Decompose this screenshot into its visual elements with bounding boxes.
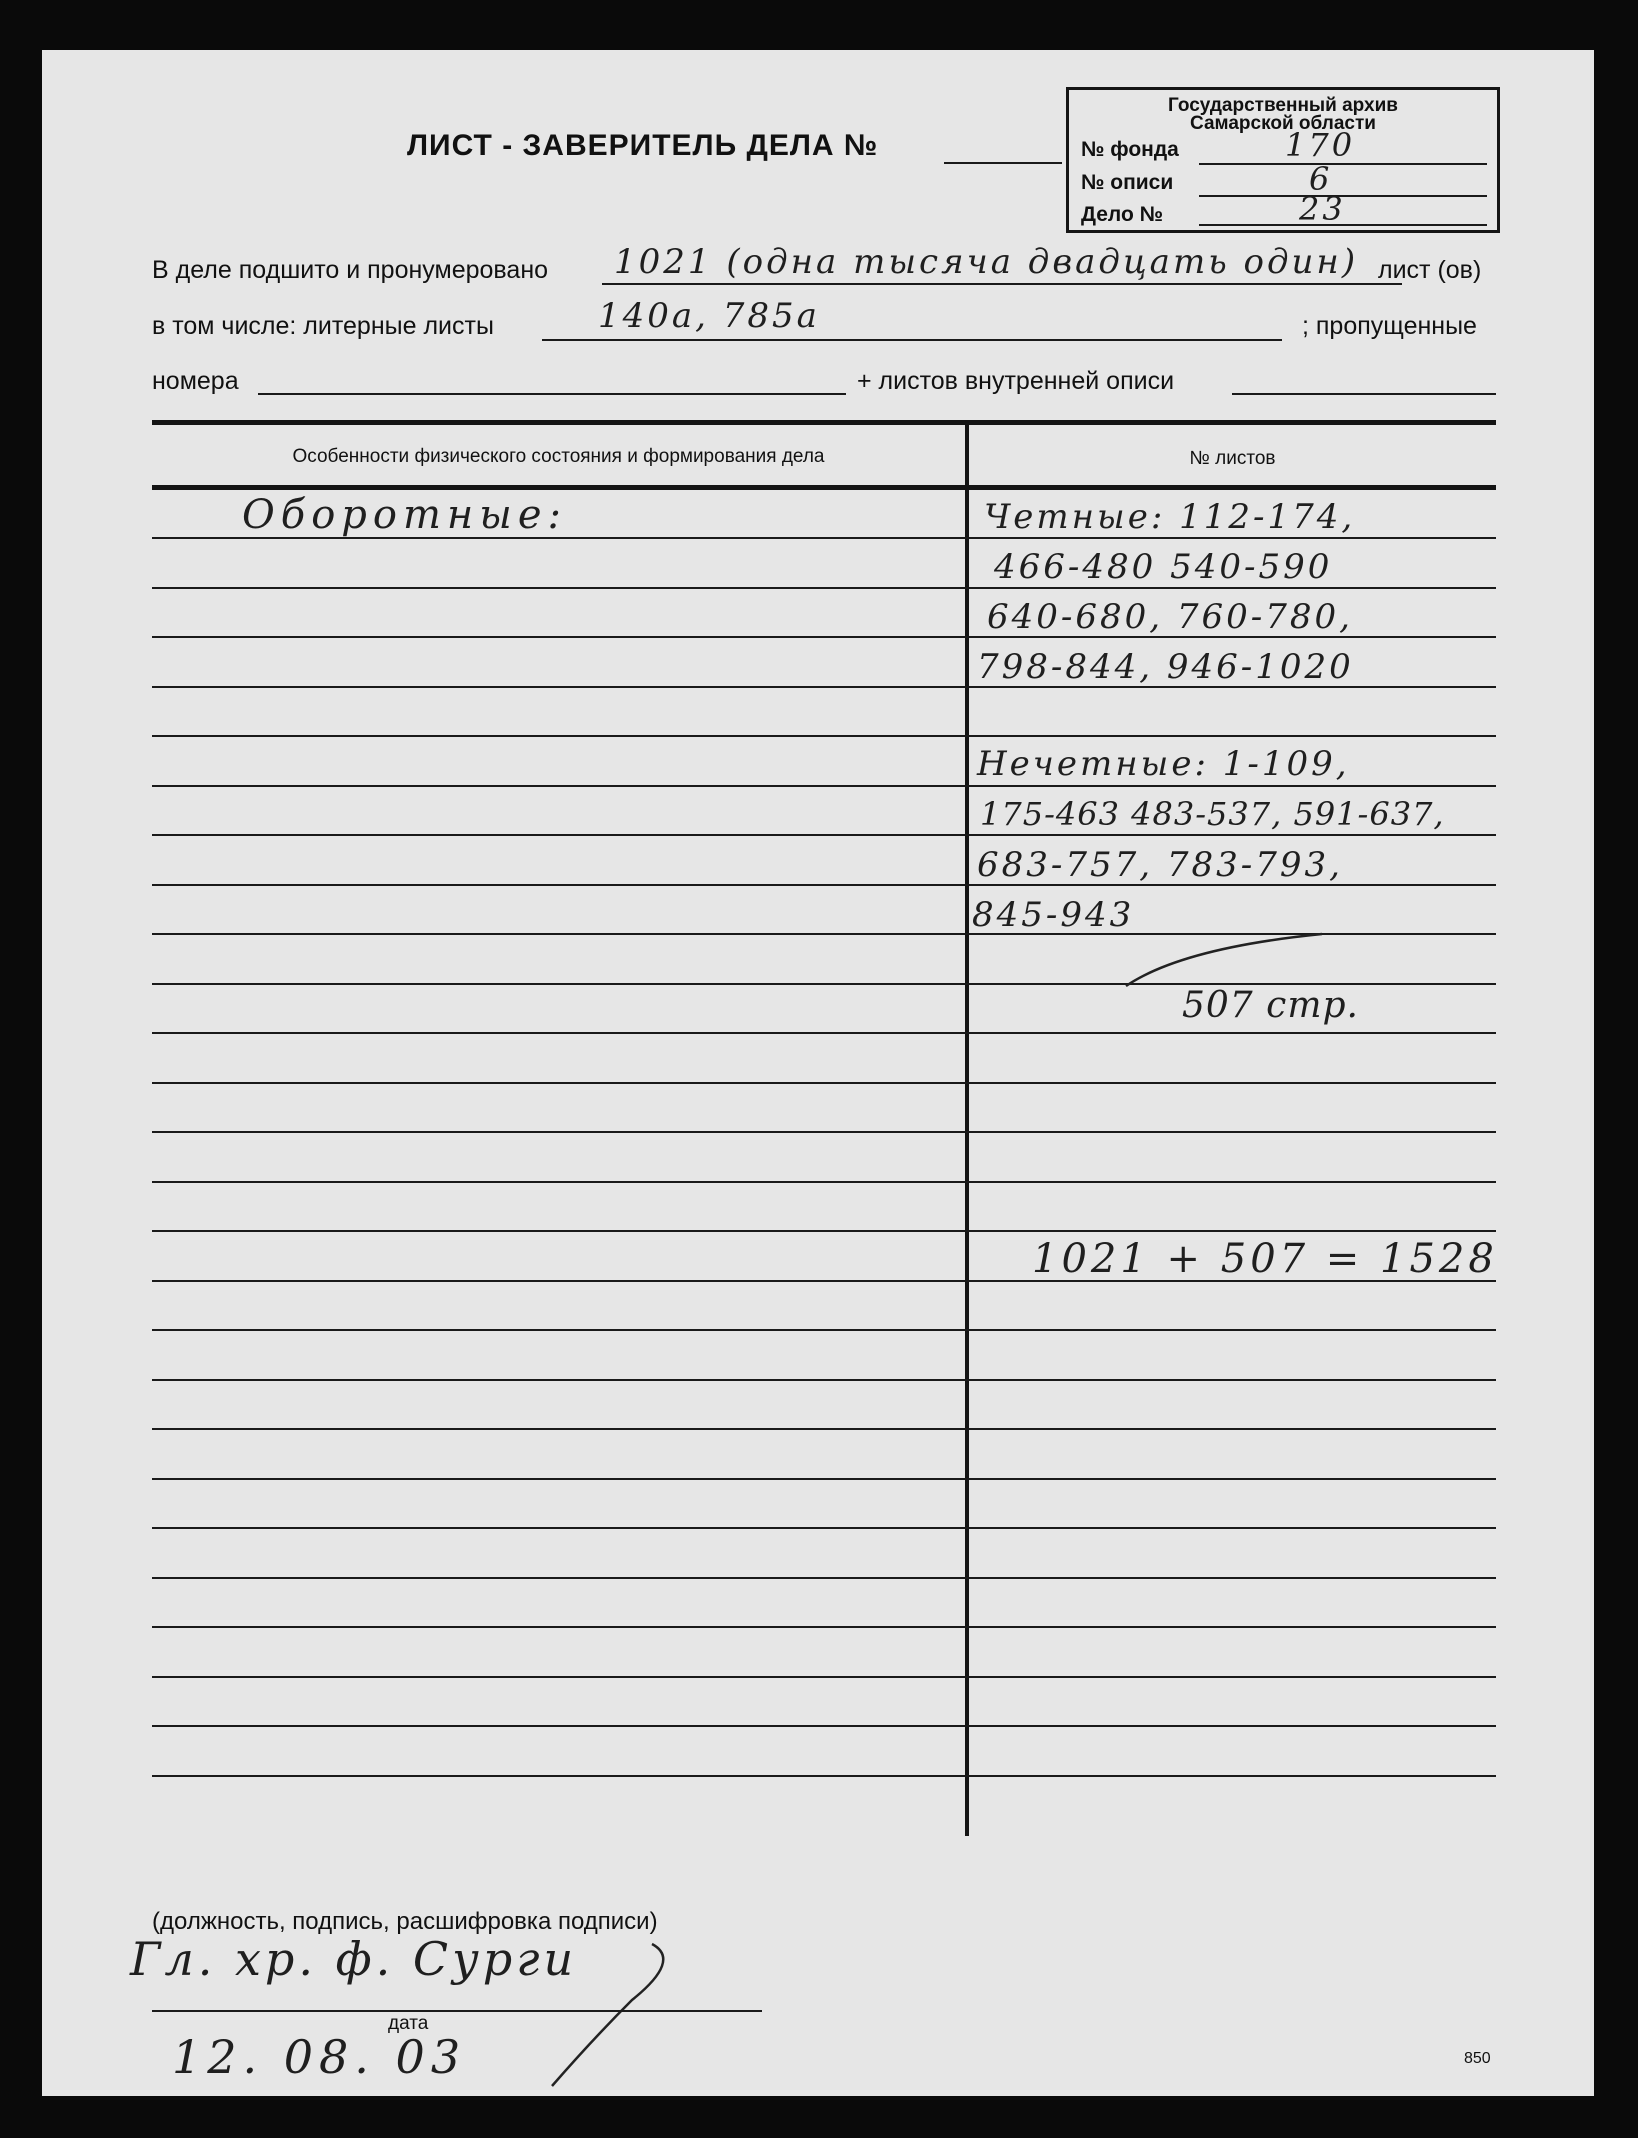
table-header-border [152, 485, 1496, 490]
right-entry-3: 640-680, 760-780, [987, 597, 1353, 637]
right-entry-11: 507 стр. [1182, 985, 1359, 1026]
table-rule-line [152, 1676, 1496, 1678]
table-rule-line [152, 1527, 1496, 1529]
letter-pages-label: в том числе: литерные листы [152, 312, 494, 340]
signature-flourish [532, 1940, 702, 2090]
letter-pages-value: 140а, 785а [598, 296, 820, 336]
signature-line [152, 2010, 762, 2012]
right-entry-9: 845-943 [972, 895, 1135, 935]
pages-count-line [602, 283, 1402, 285]
stamp-fond-label: № фонда [1081, 138, 1179, 161]
page-number: 850 [1464, 2050, 1491, 2067]
numbers-line [258, 393, 846, 395]
signature-text: Гл. хр. ф. Сурги [130, 1932, 578, 1986]
table-rule-line [152, 1478, 1496, 1480]
signature-caption: (должность, подпись, расшифровка подписи) [152, 1908, 658, 1935]
col-header-condition: Особенности физического состояния и формирования дела [292, 446, 825, 467]
stamp-delo-label: Дело № [1081, 203, 1164, 226]
table-rule-line [152, 834, 1496, 836]
table-rule-line [152, 1131, 1496, 1133]
numbers-label: номера [152, 367, 239, 395]
right-entry-4: 798-844, 946-1020 [977, 647, 1354, 687]
table-rule-line [152, 1577, 1496, 1579]
missing-numbers-label: ; пропущенные [1302, 312, 1477, 340]
inner-inventory-line [1232, 393, 1496, 395]
table-rule-line [152, 1379, 1496, 1381]
stamp-delo-value: 23 [1299, 190, 1346, 228]
title-number-line [944, 162, 1062, 164]
page-title: ЛИСТ - ЗАВЕРИТЕЛЬ ДЕЛА № [407, 129, 879, 162]
table-rule-line [152, 1428, 1496, 1430]
right-entry-6: Нечетные: 1-109, [977, 744, 1350, 784]
table-column-divider [965, 422, 969, 1836]
table-rule-line [152, 1626, 1496, 1628]
table-rule-line [152, 587, 1496, 589]
right-entry-7: 175-463 483-537, 591-637, [980, 795, 1445, 833]
table-rule-line [152, 1082, 1496, 1084]
stamp-fond-value: 170 [1285, 126, 1356, 164]
right-entry-15: 1021 + 507 = 1528 [1032, 1236, 1498, 1282]
date-label: дата [388, 2013, 429, 2034]
date-value: 12. 08. 03 [172, 2030, 467, 2084]
col-header-sheets: № листов [1189, 448, 1276, 469]
right-entry-8: 683-757, 783-793, [977, 845, 1343, 885]
right-entry-2: 466-480 540-590 [994, 547, 1333, 587]
stamp-archive-line1: Государственный архив [1168, 95, 1398, 116]
table-rule-line [152, 1775, 1496, 1777]
table-rule-line [152, 1725, 1496, 1727]
table-rule-line [152, 1230, 1496, 1232]
stamp-archive-line2: Самарской области [1190, 113, 1376, 134]
left-entry: Оборотные: [242, 492, 567, 538]
pages-count-suffix: лист (ов) [1378, 256, 1482, 284]
inner-inventory-label: + листов внутренней описи [857, 367, 1175, 395]
document-sheet [42, 50, 1594, 2096]
stamp-opis-label: № описи [1081, 171, 1174, 194]
archive-stamp [1066, 87, 1500, 233]
right-entry-1: Четные: 112-174, [984, 497, 1356, 537]
table-rule-line [152, 1181, 1496, 1183]
table-rule-line [152, 785, 1496, 787]
total-underline-stroke [1122, 930, 1332, 990]
stamp-opis-value: 6 [1309, 160, 1333, 198]
table-top-border [152, 420, 1496, 425]
pages-count-label: В деле подшито и пронумеровано [152, 256, 549, 284]
table-rule-line [152, 1329, 1496, 1331]
table-rule-line [152, 1032, 1496, 1034]
table-rule-line [152, 735, 1496, 737]
letter-pages-line [542, 339, 1282, 341]
pages-count-value: 1021 (одна тысяча двадцать один) [614, 242, 1359, 282]
